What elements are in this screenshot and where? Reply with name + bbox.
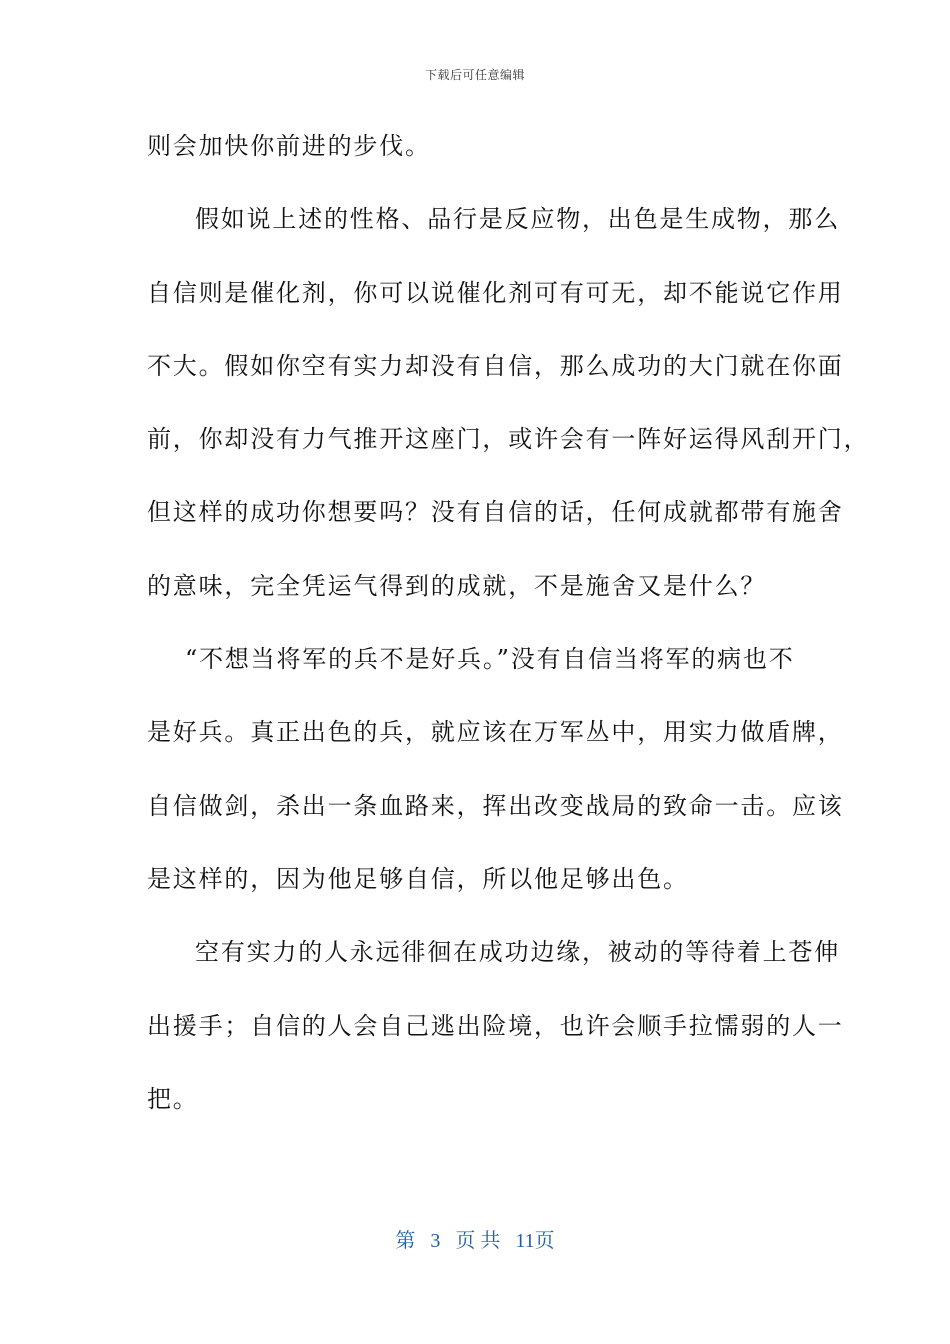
body-line: 不大。假如你空有实力却没有自信，那么成功的大门就在你面 bbox=[147, 351, 844, 380]
body-line: “不想当将军的兵不是好兵。”没有自信当将军的病也不 bbox=[185, 645, 795, 674]
body-line: 是这样的，因为他足够自信，所以他足够出色。 bbox=[147, 864, 689, 893]
footer-total-pages: 11页 bbox=[515, 1230, 555, 1252]
body-line: 空有实力的人永远徘徊在成功边缘，被动的等待着上苍伸 bbox=[195, 938, 840, 967]
body-line: 是好兵。真正出色的兵，就应该在万军丛中，用实力做盾牌， bbox=[147, 718, 844, 747]
body-line: 自信做剑，杀出一条血路来，挥出改变战局的致命一击。应该 bbox=[147, 791, 844, 820]
body-line: 的意味，完全凭运气得到的成就，不是施舍又是什么？ bbox=[147, 571, 767, 600]
footer-of-label: 页 共 bbox=[455, 1230, 501, 1252]
footer-page-label: 第 bbox=[395, 1230, 416, 1252]
footer-current-page: 3 bbox=[430, 1230, 441, 1252]
page-header bbox=[0, 66, 950, 83]
body-line: 但这样的成功你想要吗？没有自信的话，任何成就都带有施舍 bbox=[147, 498, 844, 527]
header-text: 下载后可任意编辑 bbox=[424, 68, 525, 82]
body-line: 前，你却没有力气推开这座门，或许会有一阵好运得风刮开门， bbox=[147, 425, 870, 454]
body-line: 自信则是催化剂，你可以说催化剂可有可无，却不能说它作用 bbox=[147, 278, 844, 307]
body-line: 出援手；自信的人会自己逃出险境，也许会顺手拉懦弱的人一 bbox=[147, 1011, 844, 1040]
body-line: 则会加快你前进的步伐。 bbox=[147, 132, 431, 160]
body-line: 假如说上述的性格、品行是反应物，出色是生成物，那么 bbox=[195, 205, 840, 234]
page-footer bbox=[0, 1224, 950, 1253]
body-line: 把。 bbox=[147, 1084, 199, 1113]
document-body bbox=[147, 118, 870, 1144]
